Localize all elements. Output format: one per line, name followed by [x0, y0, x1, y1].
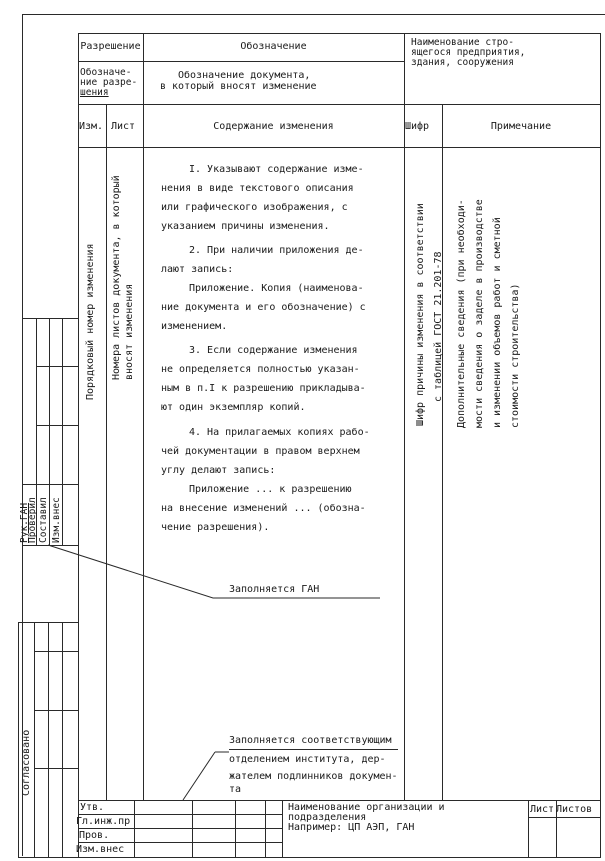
- shifr-vertical-line: с таблицей ГОСТ 21.201-78: [433, 251, 444, 402]
- content-line: указанием причины изменения.: [161, 221, 330, 232]
- title-list: Лист: [530, 804, 555, 815]
- obozn-razr-line: Обозначе-: [80, 67, 132, 78]
- title-row-utv: Утв.: [80, 802, 105, 813]
- stamp-label-ruk-gan: Рук.ГАН: [19, 502, 30, 543]
- stamp-label-izm-vnes: Изм.внес: [51, 497, 62, 543]
- prim-vertical-line: Дополнительные сведения (при необходи-: [456, 199, 467, 428]
- content-line: не определяется полностью указан-: [161, 364, 360, 375]
- content-line: нения в виде текстового описания: [161, 183, 354, 194]
- title-row-gl-inzh: Гл.инж.пр: [76, 816, 131, 827]
- col-header-list: Лист: [111, 121, 136, 132]
- header-oboznachenie: Обозначение: [240, 41, 307, 52]
- content-line: углу делают запись:: [161, 465, 276, 476]
- stamp-label-sostavil: Составил: [38, 497, 49, 543]
- prim-vertical-line: стоимости строительства): [510, 283, 521, 428]
- stamp-label-proveril: Проверил: [27, 497, 38, 543]
- content-line: на внесение изменений ... (обозна-: [161, 503, 366, 514]
- title-row-prov: Пров.: [79, 830, 110, 841]
- annotation-gan: Заполняется ГАН: [229, 584, 320, 595]
- content-line: ным в п.I к разрешению прикладыва-: [161, 383, 366, 394]
- leader-institute: [183, 752, 215, 800]
- institute-line: отделением института, дер-: [229, 754, 386, 765]
- obozn-dok-line: в который вносят изменение: [160, 81, 317, 92]
- col-header-shifr: Шифр: [405, 121, 430, 132]
- content-line: или графического изображения, с: [161, 202, 348, 213]
- obozn-dok-line: Обозначение документа,: [178, 70, 311, 81]
- list-vertical-line: вносят изменения: [124, 283, 135, 380]
- obozn-razr-line: шения: [80, 87, 109, 98]
- naimenovanie-line: здания, сооружения: [411, 57, 514, 68]
- content-line: 4. На прилагаемых копиях рабо-: [189, 427, 370, 438]
- content-line: ние документа и его обозначение) с: [161, 302, 366, 313]
- col-header-soderzhanie: Содержание изменения: [213, 121, 334, 132]
- content-line: I. Указывают содержание изме-: [189, 164, 364, 175]
- content-line: чей документации в правом верхнем: [161, 446, 360, 457]
- prim-vertical-line: и изменении объемов работ и сметной: [492, 217, 503, 428]
- institute-line: Заполняется соответствующим: [229, 733, 398, 750]
- institute-line: та: [229, 784, 242, 795]
- obozn-razr-line: ние разре-: [80, 77, 138, 88]
- prim-vertical-line: мости сведения о заделе в производстве: [474, 199, 485, 428]
- shifr-vertical-line: Шифр причины изменения в соответствии: [415, 203, 426, 426]
- naimenovanie-line: ящегося предприятия,: [411, 47, 526, 58]
- content-line: 3. Если содержание изменения: [189, 345, 358, 356]
- col-header-primechanie: Примечание: [490, 121, 552, 132]
- org-line: подразделения: [288, 812, 367, 823]
- naimenovanie-line: Наименование стро-: [411, 37, 514, 48]
- content-line: 2. При наличии приложения де-: [189, 245, 364, 256]
- content-line: Приложение ... к разрешению: [189, 484, 352, 495]
- stamp-soglasovano: Согласовано: [21, 729, 32, 796]
- content-line: ют один экземпляр копий.: [161, 402, 306, 413]
- org-line: Наименование организации и: [288, 802, 445, 813]
- body-izm-vertical: Порядковый номер изменения: [85, 243, 96, 400]
- institute-line: жателем подлинников докумен-: [229, 771, 398, 782]
- content-line: чение разрешения).: [161, 522, 270, 533]
- content-line: лают запись:: [161, 264, 234, 275]
- leader-gan: [48, 545, 380, 598]
- col-header-izm: Изм.: [79, 121, 104, 132]
- title-listov: Листов: [556, 804, 593, 815]
- header-razreshenie: Разрешение: [80, 41, 141, 52]
- list-vertical-line: Номера листов документа, в который: [111, 175, 122, 380]
- org-line: Например: ЦП АЭП, ГАН: [288, 822, 415, 833]
- content-line: Приложение. Копия (наименова-: [189, 283, 364, 294]
- title-row-izm-vnes: Изм.внес: [76, 844, 125, 855]
- content-line: изменением.: [161, 321, 228, 332]
